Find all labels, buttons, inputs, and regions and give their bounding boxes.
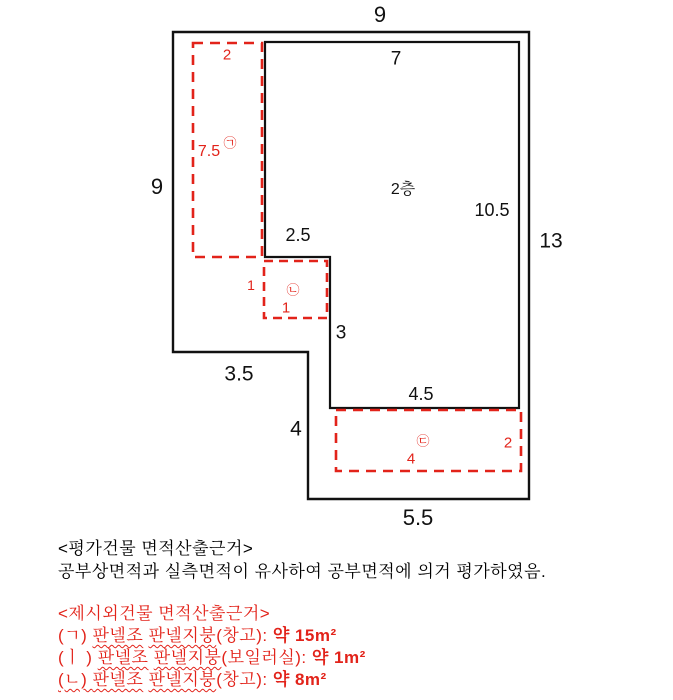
dim-inner-right-height: 10.5 <box>474 200 510 220</box>
outer-building-outline <box>173 32 529 499</box>
building-area-heading: <평가건물 면적산출근거> <box>58 539 254 558</box>
annex-item-b-amount: 약 1m² <box>311 648 366 667</box>
annex-b-bottom-width: 1 <box>281 299 291 317</box>
dim-outer-top-width: 9 <box>373 2 387 27</box>
annex-item-b <box>58 647 648 669</box>
annex-b-outer-width: 1 <box>247 277 255 293</box>
annex-item-a-word1: 판넬조 <box>92 626 144 645</box>
dim-outer-bottom-width: 5.5 <box>402 505 434 530</box>
annex-item-c-rest: (창고): <box>216 670 273 689</box>
annex-item-c-word2: 판넬지붕 <box>148 670 217 689</box>
dim-inner-bottom-width: 4.5 <box>408 384 434 404</box>
annex-item-b-word2: 판넬지붕 <box>153 648 222 667</box>
annex-item-c-word1: 판넬조 <box>92 670 144 689</box>
dim-step-width: 2.5 <box>285 225 311 245</box>
annex-a-top-width: 2 <box>222 46 232 64</box>
annex-item-a-word2: 판넬지붕 <box>148 626 217 645</box>
annex-item-b-prefix: (ㅣ ) <box>58 648 98 667</box>
annex-c-circled-mark: ㉢ <box>416 433 430 449</box>
annex-item-b-word1: 판넬조 <box>97 648 149 667</box>
annex-c-right-height: 2 <box>503 434 513 452</box>
annex-a-circled-mark: ㉠ <box>223 135 237 151</box>
annex-item-a-amount: 약 15m² <box>272 626 337 645</box>
annex-area-heading: <제시외건물 면적산출근거> <box>58 604 271 623</box>
dim-notch-width: 3.5 <box>224 362 254 386</box>
building-area-body: 공부상면적과 실측면적이 유사하여 공부면적에 의거 평가하였음. <box>58 562 547 581</box>
dim-outer-right-height: 13 <box>539 229 563 253</box>
dim-outer-left-height: 9 <box>150 174 164 199</box>
notes-spacer <box>58 583 648 603</box>
annex-b-circled-mark: ㉡ <box>286 282 300 298</box>
dim-inner-mid-height: 3 <box>335 322 347 344</box>
annex-item-c-amount: 약 8m² <box>272 670 327 689</box>
second-floor-label: 2층 <box>390 181 416 198</box>
annex-item-a-prefix: (ㄱ) <box>58 626 93 645</box>
dim-notch-height: 4 <box>290 417 302 441</box>
annex-item-b-rest: (보일러실): <box>221 648 312 667</box>
annex-a-left-height: 7.5 <box>197 143 221 160</box>
annex-item-c <box>58 669 648 691</box>
dim-inner-top-width: 7 <box>390 48 402 70</box>
annex-item-a <box>58 625 648 647</box>
annex-item-c-prefix: (ㄴ) <box>58 670 93 689</box>
annex-c-bottom-width: 4 <box>406 450 416 468</box>
notes-section <box>58 538 648 691</box>
annex-item-a-rest: (창고): <box>216 626 273 645</box>
